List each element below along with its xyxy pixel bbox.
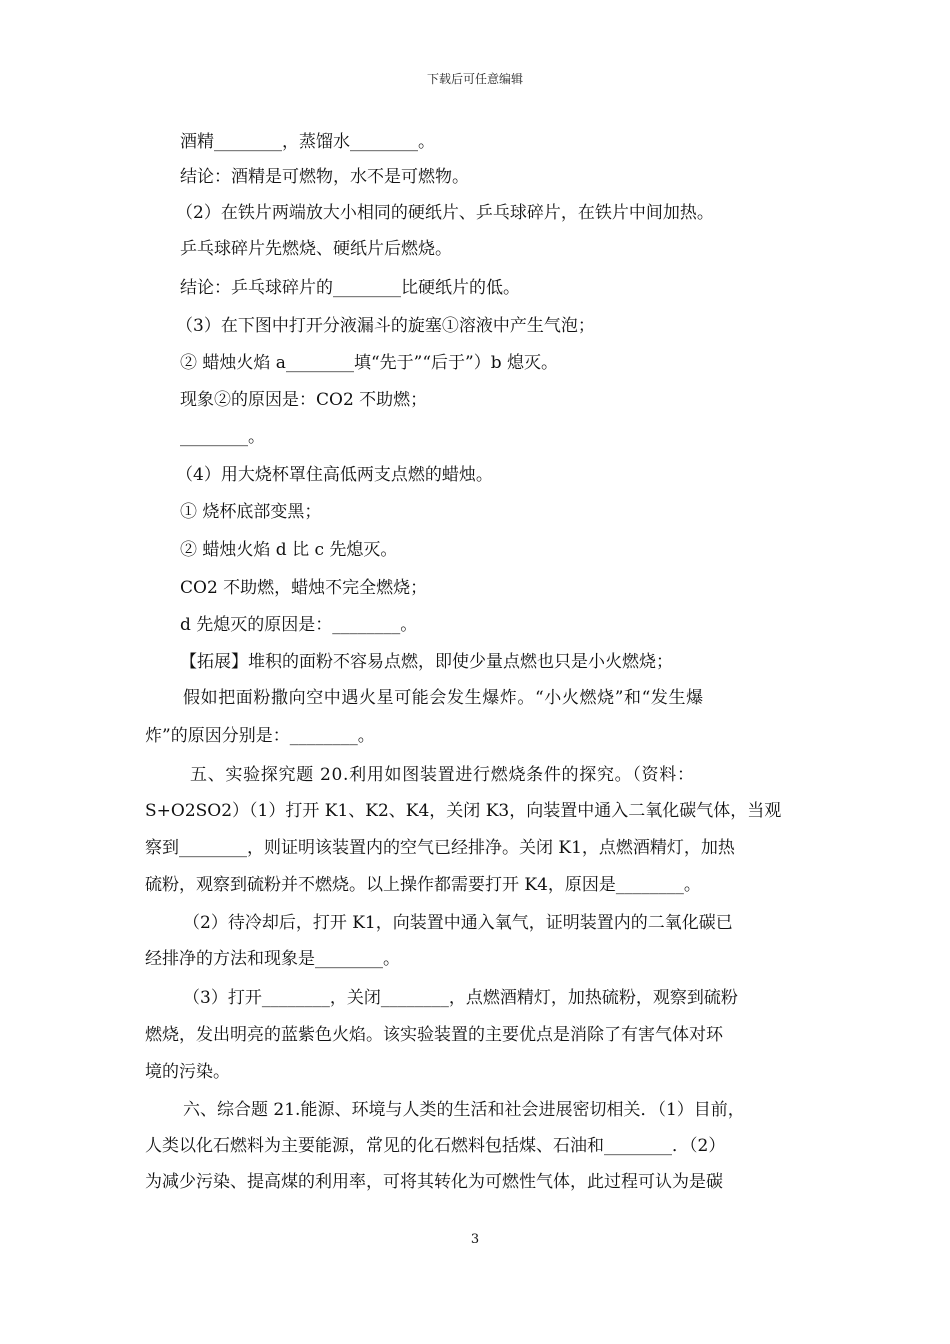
text-line: S+O2SO2）（1）打开 K1、K2、K4，关闭 K3，向装置中通入二氧化碳气体，当观: [145, 801, 782, 821]
text-line: （4）用大烧杯罩住高低两支点燃的蜡烛。: [176, 465, 493, 485]
text-line: （2）待冷却后，打开 K1，向装置中通入氧气，证明装置内的二氧化碳已: [183, 913, 733, 933]
text-line: 燃烧，发出明亮的蓝紫色火焰。该实验装置的主要优点是消除了有害气体对环: [145, 1025, 723, 1045]
text-line: d 先熄灭的原因是：________。: [180, 615, 418, 635]
text-line: 乒乓球碎片先燃烧、硬纸片后燃烧。: [180, 239, 452, 259]
text-line: （3）在下图中打开分液漏斗的旋塞①溶液中产生气泡；: [176, 316, 595, 336]
text-line: 现象②的原因是：CO2 不助燃；: [180, 390, 428, 410]
text-line: 经排净的方法和现象是________。: [145, 949, 400, 969]
text-line: ② 蜡烛火焰 a________填“先于”“后于”）b 熄灭。: [180, 353, 558, 373]
text-line: 酒精________，蒸馏水________。: [180, 132, 435, 152]
text-line: 境的污染。: [145, 1062, 230, 1082]
text-line: 五、实验探究题 20.利用如图装置进行燃烧条件的探究。（资料：: [190, 765, 695, 785]
page-header: 下载后可任意编辑: [426, 72, 523, 86]
text-line: 硫粉，观察到硫粉并不燃烧。以上操作都需要打开 K4，原因是________。: [145, 875, 701, 895]
text-line: 为减少污染、提高煤的利用率，可将其转化为可燃性气体，此过程可认为是碳: [145, 1172, 723, 1192]
text-line: ① 烧杯底部变黑；: [180, 502, 322, 522]
text-line: 结论：乒乓球碎片的________比硬纸片的低。: [180, 278, 520, 298]
text-line: ________。: [180, 427, 265, 447]
text-line: 假如把面粉撒向空中遇火星可能会发生爆炸。“小火燃烧”和“发生爆: [183, 688, 704, 708]
text-line: （3）打开________，关闭________，点燃酒精灯，加热硫粉，观察到硫粉: [183, 988, 738, 1008]
text-line: 【拓展】堆积的面粉不容易点燃，即使少量点燃也只是小火燃烧；: [180, 652, 673, 672]
text-line: ② 蜡烛火焰 d 比 c 先熄灭。: [180, 540, 398, 560]
text-line: 六、综合题 21.能源、环境与人类的生活和社会进展密切相关．（1）目前，: [183, 1100, 745, 1120]
text-line: （2）在铁片两端放大小相同的硬纸片、乒乓球碎片，在铁片中间加热。: [176, 203, 714, 223]
text-line: 察到________，则证明该装置内的空气已经排净。关闭 K1，点燃酒精灯，加热: [145, 838, 735, 858]
text-line: 炸”的原因分别是：________。: [145, 726, 375, 746]
page-number: 3: [470, 1232, 480, 1247]
text-line: CO2 不助燃，蜡烛不完全燃烧；: [180, 578, 428, 598]
text-line: 结论：酒精是可燃物，水不是可燃物。: [180, 167, 469, 187]
text-line: 人类以化石燃料为主要能源，常见的化石燃料包括煤、石油和________．（2）: [145, 1136, 726, 1156]
